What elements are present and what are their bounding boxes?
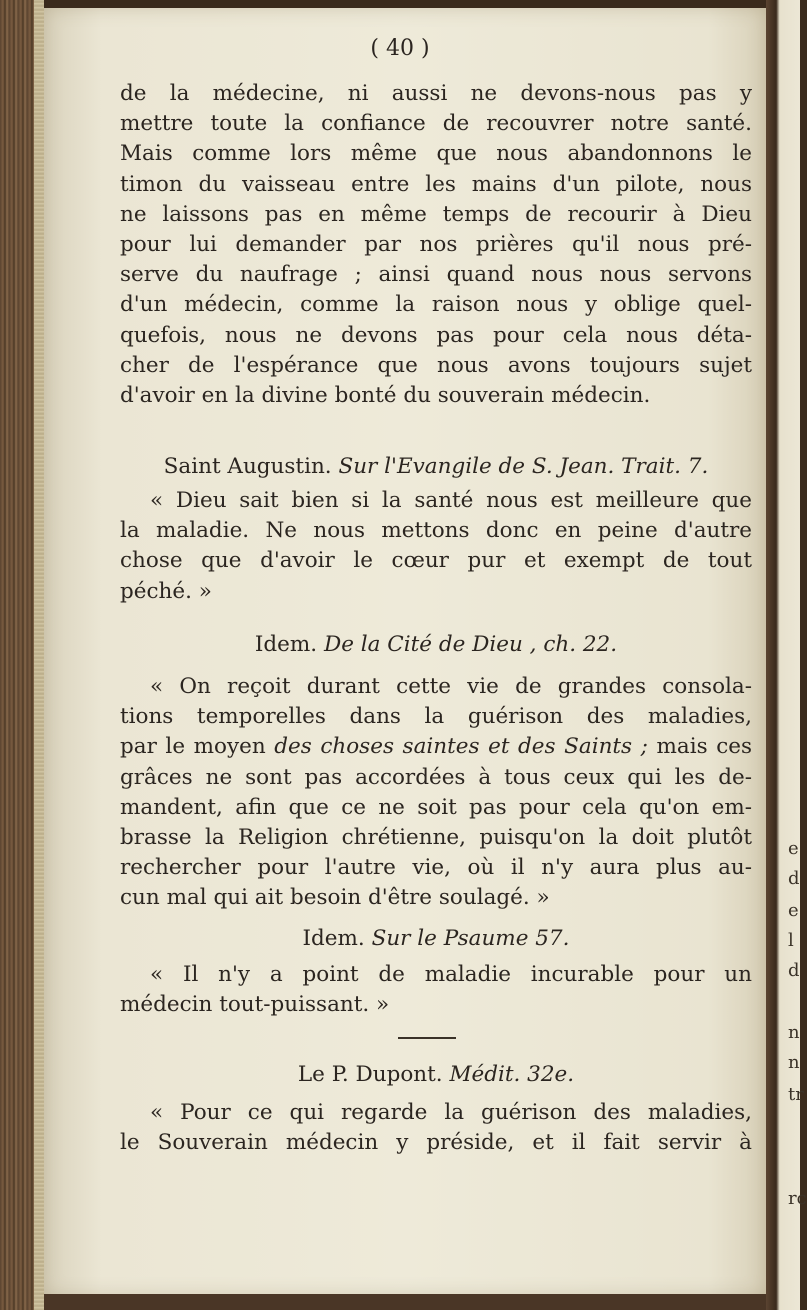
citation-work: Médit. 32e. xyxy=(449,1062,575,1087)
text-line: timon du vaisseau entre les mains d'un pilote, nous xyxy=(120,171,752,197)
text-line: de la médecine, ni aussi ne devons-nous pas y xyxy=(120,81,752,106)
paragraph-5 xyxy=(120,1098,752,1158)
text-line: médecin tout-puissant. » xyxy=(120,992,390,1018)
text-line: serve du naufrage ; ainsi quand nous nous servons xyxy=(120,262,752,288)
text-line: rechercher pour l'autre vie, où il n'y aura plus au- xyxy=(120,855,752,881)
text-line: « On reçoit durant cette vie de grandes consola- xyxy=(150,674,752,699)
margin-fragment: n xyxy=(788,1052,800,1073)
text-segment-italic: des choses saintes et des Saints ; xyxy=(274,734,648,760)
page-number: ( 40 ) xyxy=(370,36,430,61)
citation-heading xyxy=(120,452,752,482)
margin-fragment: tr xyxy=(788,1084,804,1105)
citation-author: Idem. xyxy=(302,926,365,951)
text-line: péché. » xyxy=(120,578,212,604)
text-line: d'un médecin, comme la raison nous y oblige quel- xyxy=(120,292,752,318)
text-line: pour lui demander par nos prières qu'il nous pré- xyxy=(120,232,752,258)
margin-fragment: d xyxy=(788,960,800,981)
citation-author: Idem. xyxy=(254,632,318,657)
citation-work: Sur le Psaume 57. xyxy=(371,926,570,951)
text-line: la maladie. Ne nous mettons donc en peine d'autre xyxy=(120,518,752,544)
paragraph-4 xyxy=(120,960,752,1020)
text-line: « Il n'y a point de maladie incurable pour un xyxy=(150,962,752,987)
text-line: ne laissons pas en même temps de recourir à Dieu xyxy=(120,201,752,227)
margin-fragment: e xyxy=(788,838,799,859)
text-line: tions temporelles dans la guérison des maladies, xyxy=(120,704,752,730)
margin-fragment: d xyxy=(788,868,800,889)
paragraph-3 xyxy=(120,672,752,914)
paragraph-2 xyxy=(120,486,752,607)
text-segment: mais ces xyxy=(647,734,752,760)
text-line: « Dieu sait bien si la santé nous est meilleure que xyxy=(150,488,752,513)
margin-fragment: rc xyxy=(788,1188,807,1209)
text-line: cher de l'espérance que nous avons toujours sujet xyxy=(120,352,752,378)
text-line: mettre toute la confiance de recouvrer notre santé. xyxy=(120,111,752,137)
citation-author: Saint Augustin. xyxy=(163,454,332,479)
paragraph-1 xyxy=(120,79,752,411)
margin-fragment: n xyxy=(788,1022,800,1043)
text-line: quefois, nous ne devons pas pour cela nous déta- xyxy=(120,322,752,348)
citation-heading xyxy=(120,630,752,660)
citation-heading xyxy=(120,1060,752,1090)
facing-page-strip xyxy=(766,0,807,1310)
page-edges xyxy=(34,0,44,1310)
text-line: brasse la Religion chrétienne, puisqu'on la doit plutôt xyxy=(120,825,752,851)
citation-author: Le P. Dupont. xyxy=(297,1062,443,1087)
text-line: d'avoir en la divine bonté du souverain médecin. xyxy=(120,383,651,409)
text-line: cun mal qui ait besoin d'être soulagé. » xyxy=(120,885,550,911)
citation-heading xyxy=(120,924,752,954)
margin-fragment: l xyxy=(788,930,794,951)
text-line: chose que d'avoir le cœur pur et exempt de tout xyxy=(120,548,752,574)
citation-work: Sur l'Evangile de S. Jean. Trait. 7. xyxy=(338,454,709,479)
section-divider xyxy=(398,1037,456,1039)
text-line xyxy=(120,732,752,762)
text-line: le Souverain médecin y préside, et il fait servir à xyxy=(120,1130,752,1156)
text-line: grâces ne sont pas accordées à tous ceux qui les de- xyxy=(120,764,752,790)
text-segment: par le moyen xyxy=(120,734,275,760)
text-line: « Pour ce qui regarde la guérison des maladies, xyxy=(150,1100,752,1125)
bottom-edge xyxy=(44,1294,766,1310)
citation-work: De la Cité de Dieu , ch. 22. xyxy=(323,632,618,657)
text-line: mandent, afin que ce ne soit pas pour cela qu'on em- xyxy=(120,794,752,820)
margin-fragment: e xyxy=(788,900,799,921)
text-line: Mais comme lors même que nous abandonnons le xyxy=(120,141,752,167)
